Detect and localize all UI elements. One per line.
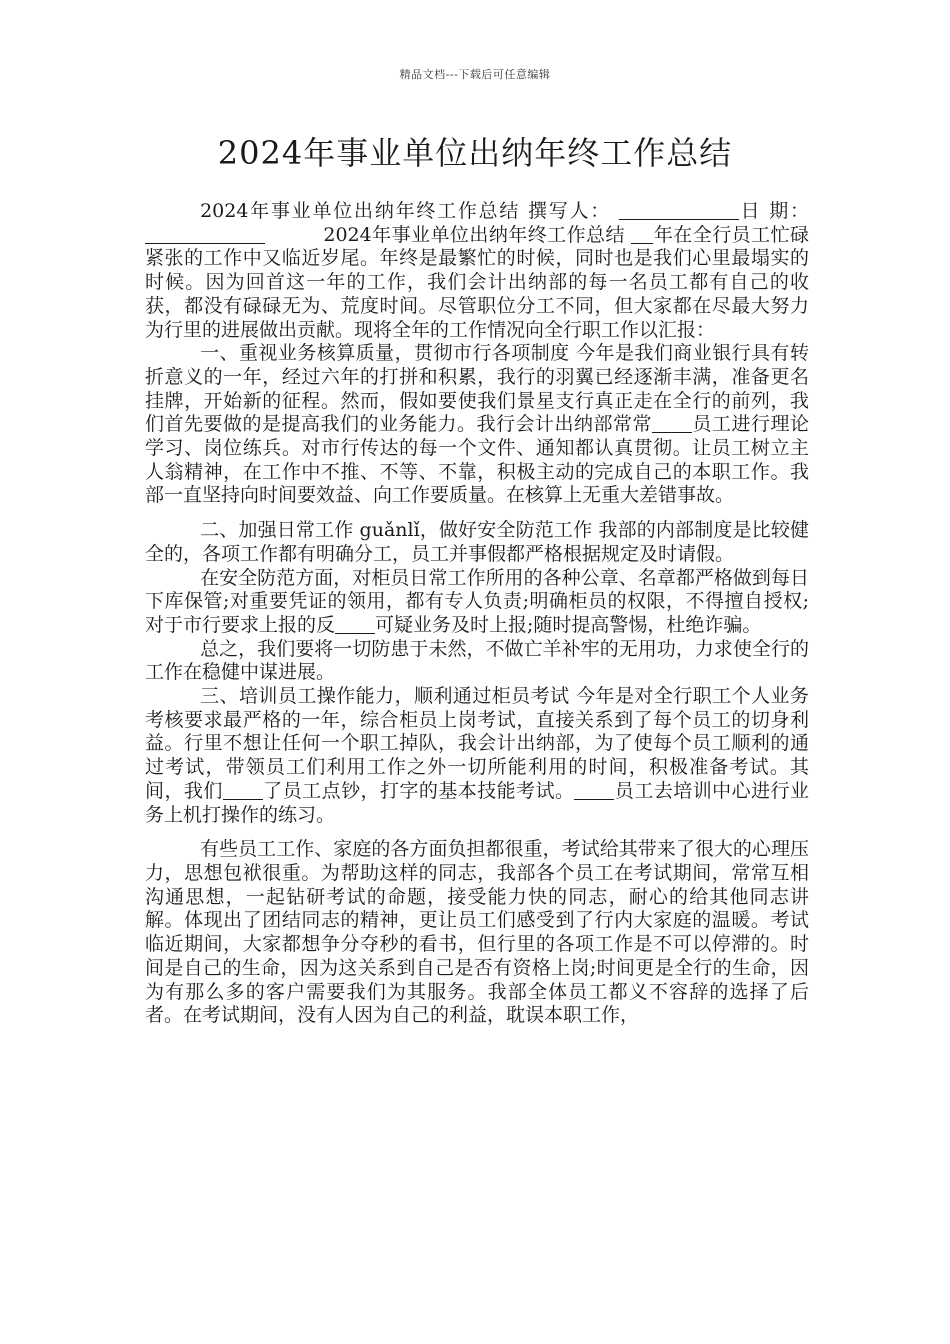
section-2-text: 二、加强日常工作 guǎnlǐ，做好安全防范工作 我部的内部制度是比较健全的，各项工作都有明确分工，员工并事假都严格根据规定及时请假。 [145, 519, 809, 565]
intro-text-2: 2024年事业单位出纳年终工作总结 [323, 223, 625, 246]
section-3-support-paragraph [145, 838, 809, 1028]
section-2-safety-text-1: 在安全防范方面，对柜员日常工作所用的各种公章、名章都严格做到每日下库保管;对重要凭证的领用，都有专人负责;明确柜员的权限，不得擅自授权;对于市行要求上报的反 [145, 566, 809, 636]
section-2-paragraph [145, 519, 809, 566]
date-blank [145, 225, 265, 244]
intro-paragraph [145, 200, 809, 342]
section-3-blank-1 [223, 781, 263, 800]
section-3-text-2: 了员工点钞，打字的基本技能考试。 [262, 779, 575, 802]
section-3-text-3: 员工去培训中心进行业务上机打操作的练习。 [145, 779, 809, 826]
section-2-summary-paragraph [145, 638, 809, 685]
section-3-blank-2 [574, 781, 614, 800]
date-label: 日 期： [738, 200, 809, 222]
intro-text-3: 年在全行员工忙碌紧张的工作中又临近岁尾。年终是最繁忙的时候，同时也是我们心里最塌实的时候。因为回首这一年的工作，我们会计出纳部的每一名员工都有自己的收获，都没有碌碌无为、荒度时间。尽管职位分工不同，但大家都在尽最大努力为行里的进展做出贡献。现将全年的工作情况向全行职工作以汇报： [145, 223, 809, 341]
section-1-text-2: 员工进行理论学习、岗位练兵。对市行传达的每一个文件、通知都认真贯彻。让员工树立主人翁精神，在工作中不推、不等、不靠，积极主动的完成自己的本职工作。我部一直坚持向时间要效益、向工作要质量。在核算上无重大差错事故。 [145, 413, 809, 507]
section-2-safety-text-2: 可疑业务及时上报;随时提高警惕，杜绝诈骗。 [375, 613, 762, 636]
section-1-blank [652, 414, 692, 433]
section-3-paragraph [145, 685, 809, 827]
section-1-text-1: 一、重视业务核算质量，贯彻市行各项制度 今年是我们商业银行具有转折意义的一年，经过六年的打拼和积累，我行的羽翼已经逐渐丰满，准备更名挂牌，开始新的征程。然而，假如要使我们景星支行真正走在全行的前列，我们首先要做的是提高我们的业务能力。我行会计出纳部常常 [145, 342, 809, 436]
section-2-safety-blank [335, 615, 375, 634]
section-3-support-text: 有些员工工作、家庭的各方面负担都很重，考试给其带来了很大的心理压力，思想包袱很重。为帮助这样的同志，我部各个员工在考试期间，常常互相沟通思想，一起钻研考试的命题，接受能力快的同志，耐心的给其他同志讲解。体现出了团结同志的精神，更让员工们感受到了行内大家庭的温暖。考试临近期间，大家都想争分夺秒的看书，但行里的各项工作是不可以停滞的。时间是自己的生命，因为这关系到自己是否有资格上岗;时间更是全行的生命，因为有那么多的客户需要我们为其服务。我部全体员工都义不容辞的选择了后者。在考试期间，没有人因为自己的利益，耽误本职工作， [145, 838, 809, 1027]
section-2-summary-text: 总之，我们要将一切防患于未然，不做亡羊补牢的无用功，力求使全行的工作在稳健中谋进展。 [145, 637, 809, 684]
section-1-paragraph [145, 342, 809, 508]
section-3-text-1: 三、培训员工操作能力，顺利通过柜员考试 今年是对全行职工个人业务考核要求最严格的一年，综合柜员上岗考试，直接关系到了每个员工的切身利益。行里不想让任何一个职工掉队，我会计出纳部，为了使每个员工顺利的通过考试，带领员工们利用工作之外一切所能利用的时间，积极准备考试。其间，我们 [145, 685, 809, 802]
year-blank [631, 225, 653, 244]
document-body [145, 200, 809, 1028]
section-2-safety-paragraph [145, 567, 809, 638]
document-title: 2024年事业单位出纳年终工作总结 [217, 134, 733, 172]
intro-text-1: 2024年事业单位出纳年终工作总结 撰写人： [200, 200, 612, 222]
header-note: 精品文档---下载后可任意编辑 [399, 68, 551, 81]
author-blank [619, 201, 739, 220]
